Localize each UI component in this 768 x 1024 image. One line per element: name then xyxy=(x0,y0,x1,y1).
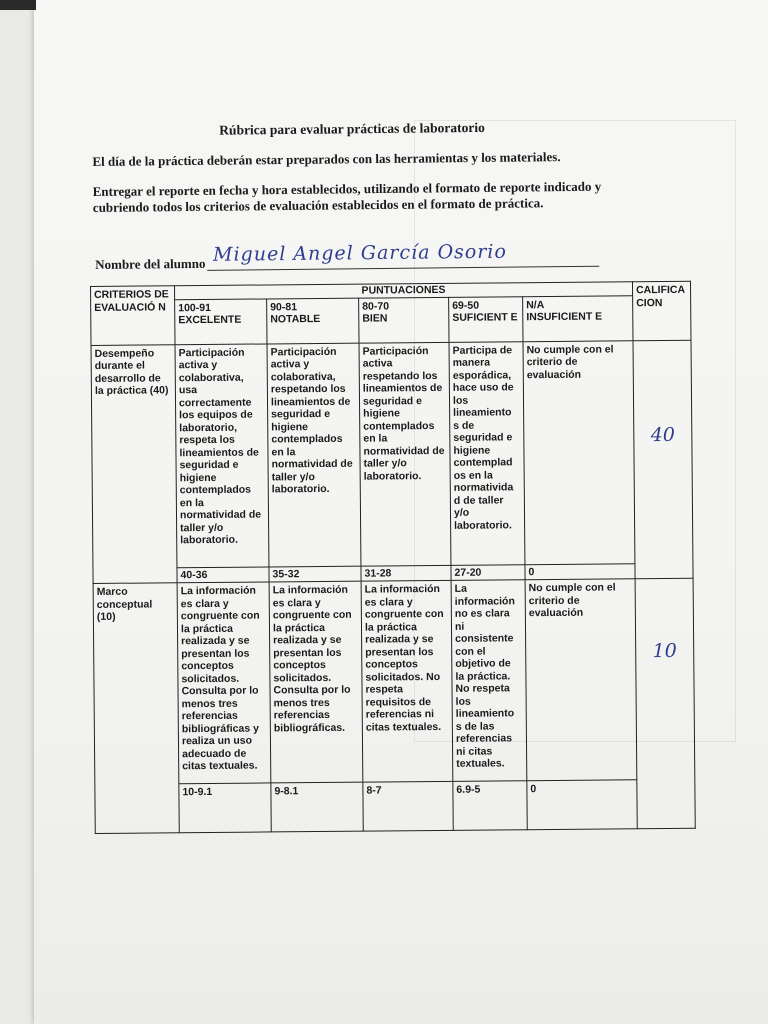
descriptor-cell: Participa de manera esporádica, hace uso de los lineamiento s de seguridad e higiene contemplad os en la normativida d de taller y/o laboratorio. xyxy=(449,341,525,565)
range-cell: 27-20 xyxy=(451,564,525,580)
level-header-bien xyxy=(359,297,449,343)
grade-cell xyxy=(633,340,693,579)
range-cell: 31-28 xyxy=(361,565,451,581)
grade-handwritten: 10 xyxy=(652,639,677,663)
descriptor-cell: La información es clara y congruente con la práctica realizada y se presentan los conceptos solicitados. Consulta por lo menos tres referencias bibliográficas. xyxy=(269,581,363,783)
scores-header: PUNTUACIONES xyxy=(175,282,633,299)
range-cell: 35-32 xyxy=(269,566,361,582)
student-name-handwritten: Miguel Angel García Osorio xyxy=(212,240,507,266)
table-row xyxy=(91,340,693,568)
range-cell: 9-8.1 xyxy=(271,782,363,832)
grade-cell xyxy=(635,578,695,828)
document-title: Rúbrica para evaluar prácticas de laboratorio xyxy=(219,119,485,138)
grade-handwritten: 40 xyxy=(650,423,676,446)
rubric-table xyxy=(90,281,696,834)
descriptor-cell: La información no es clara ni consistente con el objetivo de la práctica. No respeta los lineamiento s de las referencias ni citas textuales. xyxy=(451,580,527,782)
level-range: 80-70 xyxy=(362,299,390,313)
level-header-excelente xyxy=(175,298,267,344)
level-range: 90-81 xyxy=(270,300,298,313)
level-header-notable xyxy=(267,298,359,344)
descriptor-cell: La información es clara y congruente con la práctica realizada y se presentan los conceptos solicitados. Consulta por lo menos tres referencias bibliográficas y realiza un uso adecuado de citas textuales. xyxy=(177,582,271,784)
level-header-suficiente xyxy=(449,296,523,342)
level-range: 100-91 xyxy=(178,301,211,314)
descriptor-cell: No cumple con el criterio de evaluación xyxy=(525,579,637,781)
level-range: 69-50 xyxy=(452,299,480,312)
range-cell: 8-7 xyxy=(363,781,453,831)
level-range: N/A xyxy=(526,298,545,311)
instruction-paragraph-2: Entregar el reporte en fecha y hora establecidos, utilizando el formato de reporte indicado y cubriendo todos los criterios de evaluación establecidos en el formato de práctica. xyxy=(92,178,602,215)
grade-header: CALIFICA CION xyxy=(632,281,691,340)
criterion-cell: Desempeño durante el desarrollo de la práctica (40) xyxy=(91,344,177,583)
range-cell: 0 xyxy=(527,780,637,830)
instruction-paragraph-1: El día de la práctica deberán estar preparados con las herramientas y los materiales. xyxy=(92,149,561,169)
level-name: BIEN xyxy=(362,312,388,325)
range-row xyxy=(95,779,695,833)
level-name: EXCELENTE xyxy=(178,313,242,327)
criteria-header: CRITERIOS DE EVALUACIÓ N xyxy=(91,286,176,345)
name-label: Nombre del alumno xyxy=(95,255,206,272)
criterion-cell: Marco conceptual (10) xyxy=(93,583,179,834)
descriptor-cell: La información es clara y congruente con la práctica realizada y se presentan los conceptos solicitados. No respeta requisitos de referencias ni citas textuales. xyxy=(361,580,453,782)
level-name: SUFICIENT E xyxy=(452,311,518,324)
document-header xyxy=(92,119,613,230)
level-name: INSUFICIENT E xyxy=(526,310,603,324)
dark-corner xyxy=(0,0,36,10)
descriptor-cell: Participación activa y colaborativa, respetando los lineamientos de seguridad e higiene contemplados en la normatividad de taller y/o laboratorio. xyxy=(267,343,361,567)
level-header-insuficiente xyxy=(523,295,633,341)
descriptor-cell: Participación activa y colaborativa, usa correctamente los equipos de laboratorio, respeta los lineamientos de seguridad e higiene contemplados en la normatividad de taller y/o laboratorio. xyxy=(175,343,269,567)
level-name: NOTABLE xyxy=(270,312,321,326)
descriptor-cell: Participación activa respetando los lineamientos de seguridad e higiene contemplados en la normatividad de taller y/o laboratorio. xyxy=(359,342,451,566)
range-cell: 10-9.1 xyxy=(179,783,271,833)
table-row xyxy=(93,578,695,784)
descriptor-cell: No cumple con el criterio de evaluación xyxy=(523,340,635,564)
range-cell: 0 xyxy=(525,563,635,579)
range-cell: 40-36 xyxy=(177,566,269,582)
range-cell: 6.9-5 xyxy=(453,781,527,831)
rubric-table-wrapper xyxy=(90,281,695,851)
